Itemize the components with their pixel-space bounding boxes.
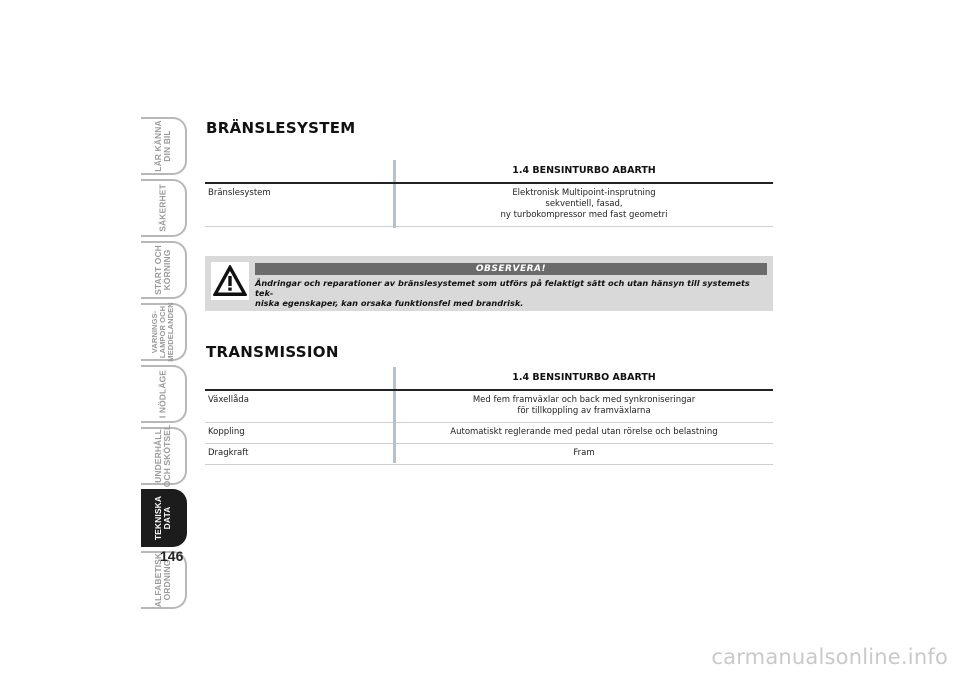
warning-note <box>205 256 773 311</box>
chapter-tabs <box>141 117 191 613</box>
table-header <box>205 160 773 184</box>
tab-label: ALFABETISK ORDNING <box>153 552 172 608</box>
tab-label: VARNINGS- LAMPOR OCH MEDDELANDEN <box>150 302 175 362</box>
note-text <box>255 278 767 308</box>
tab-varningslampor[interactable] <box>141 303 187 361</box>
value-line: för tillkoppling av framväxlarna <box>517 406 651 416</box>
note-line: niska egenskaper, kan orsaka funktionsfel med brandrisk. <box>255 298 524 308</box>
value-line: Fram <box>573 448 595 458</box>
table-row <box>205 444 773 465</box>
tab-i-nodlage[interactable] <box>141 365 187 423</box>
note-line: Ändringar och reparationer av bränslesystemet som utförs på felaktigt sätt och utan hänsyn till systemets tek- <box>255 278 750 298</box>
table-header <box>205 367 773 391</box>
tab-label: TEKNISKA DATA <box>153 495 172 541</box>
row-label: Bränslesystem <box>208 188 271 198</box>
page-number: 146 <box>160 548 184 564</box>
tab-underhall-och-skotsel[interactable] <box>141 424 187 488</box>
tab-sakerhet[interactable] <box>141 179 187 237</box>
tab-start-och-korning[interactable] <box>141 241 187 299</box>
fuel-spec-table <box>205 160 773 227</box>
tab-label: LÄR KÄNNA DIN BIL <box>153 120 172 172</box>
tab-lar-kanna-din-bil[interactable] <box>141 117 187 175</box>
tab-label: UNDERHÅLL OCH SKÖTSEL <box>153 424 172 488</box>
warning-triangle-icon <box>211 262 249 300</box>
table-row <box>205 184 773 227</box>
column-header: 1.4 BENSINTURBO ABARTH <box>512 165 656 176</box>
tab-label: SÄKERHET <box>157 184 168 232</box>
row-value <box>395 423 773 443</box>
table-row <box>205 423 773 444</box>
watermark: carmanualsonline.info <box>711 645 948 669</box>
transmission-spec-table <box>205 367 773 465</box>
row-label: Koppling <box>208 427 245 437</box>
row-label: Växellåda <box>208 395 249 405</box>
row-value <box>395 391 773 422</box>
note-heading: OBSERVERA! <box>255 263 767 275</box>
value-line: Elektronisk Multipoint-insprutning <box>512 188 656 198</box>
section-title-transmission: TRANSMISSION <box>206 343 339 361</box>
value-line: sekventiell, fasad, <box>545 199 623 209</box>
tab-tekniska-data[interactable] <box>141 489 187 547</box>
row-value <box>395 444 773 464</box>
row-label: Dragkraft <box>208 448 249 458</box>
value-line: Automatiskt reglerande med pedal utan rörelse och belastning <box>450 427 718 437</box>
tab-label: I NÖDLÄGE <box>157 369 168 419</box>
tab-label: START OCH KÖRNING <box>153 245 172 295</box>
section-title-fuel: BRÄNSLESYSTEM <box>206 119 356 137</box>
column-header: 1.4 BENSINTURBO ABARTH <box>512 372 656 383</box>
row-value <box>395 184 773 226</box>
value-line: ny turbokompressor med fast geometri <box>500 210 668 220</box>
value-line: Med fem framväxlar och back med synkroniseringar <box>472 395 696 405</box>
table-row <box>205 391 773 423</box>
